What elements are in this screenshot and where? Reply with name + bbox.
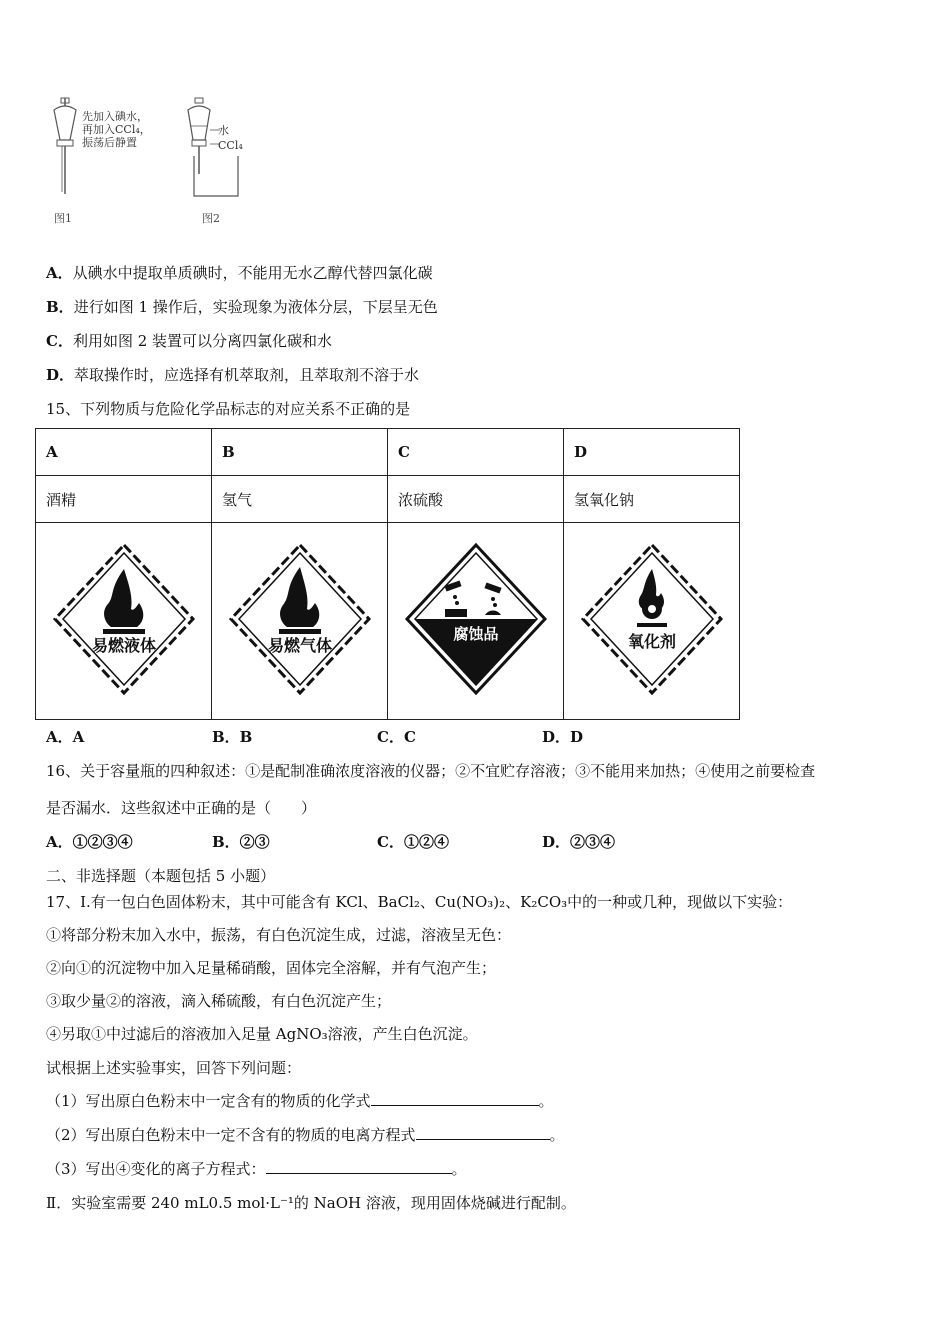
q16-option-c[interactable]: C．①②④ bbox=[377, 833, 449, 851]
q17-step-3: ③取少量②的溶液，滴入稀硫酸，有白色沉淀产生； bbox=[46, 992, 392, 1010]
q16-stem-line-1: 16、关于容量瓶的四种叙述：①是配制准确浓度溶液的仪器；②不宜贮存溶液；③不能用来加热；④使用之前要检查 bbox=[46, 762, 816, 780]
q17-question-1: （1）写出原白色粉末中一定含有的物质的化学式 。 bbox=[46, 1092, 554, 1110]
q17-prompt: 试根据上述实验事实，回答下列问题： bbox=[46, 1059, 302, 1077]
oxidizer-icon bbox=[577, 539, 727, 699]
q17-step-2: ②向①的沉淀物中加入足量稀硝酸，固体完全溶解，并有气泡产生； bbox=[46, 959, 497, 977]
flammable-gas-icon bbox=[225, 539, 375, 699]
flammable-liquid-icon bbox=[49, 539, 199, 699]
q16-option-d[interactable]: D．②③④ bbox=[542, 833, 616, 851]
substance-c: 浓硫酸 bbox=[388, 476, 564, 523]
column-header-b: B bbox=[212, 429, 388, 476]
answer-blank-1[interactable] bbox=[371, 1090, 539, 1106]
q16-option-a[interactable]: A．①②③④ bbox=[46, 833, 133, 851]
sign-text-d: 氧化剂 bbox=[627, 632, 676, 651]
q14-option-a[interactable]: A．从碘水中提取单质碘时，不能用无水乙醇代替四氯化碳 bbox=[46, 264, 433, 282]
sign-text-b: 易燃气体 bbox=[267, 636, 332, 655]
hazard-sign-cell-d bbox=[564, 523, 740, 720]
q17-step-1: ①将部分粉末加入水中，振荡，有白色沉淀生成，过滤，溶液呈无色： bbox=[46, 926, 512, 944]
sign-text-a: 易燃液体 bbox=[91, 636, 156, 655]
hazard-sign-cell-c bbox=[388, 523, 564, 720]
figure-2-ccl4-label: CCl₄ bbox=[218, 139, 243, 152]
q15-option-b[interactable]: B．B bbox=[212, 728, 253, 746]
hazard-sign-cell-a bbox=[36, 523, 212, 720]
figure-1-note: 先加入碘水， 再加入CCl₄， 振荡后静置 bbox=[82, 110, 151, 149]
column-header-d: D bbox=[564, 429, 740, 476]
substance-d: 氢氧化钠 bbox=[564, 476, 740, 523]
q17-step-4: ④另取①中过滤后的溶液加入足量 AgNO₃溶液，产生白色沉淀。 bbox=[46, 1025, 478, 1043]
substance-b: 氢气 bbox=[212, 476, 388, 523]
corrosive-icon bbox=[401, 539, 551, 699]
sign-text-c: 腐蚀品 bbox=[452, 625, 499, 643]
q16-stem-line-2: 是否漏水．这些叙述中正确的是（ ） bbox=[46, 799, 317, 817]
q17-intro: 17、Ⅰ.有一包白色固体粉末，其中可能含有 KCl、BaCl₂、Cu(NO₃)₂、K₂CO₃中的一种或几种，现做以下实验： bbox=[46, 893, 793, 911]
substance-a: 酒精 bbox=[36, 476, 212, 523]
figure-1-label: 图1 bbox=[54, 212, 72, 225]
q15-option-d[interactable]: D．D bbox=[542, 728, 584, 746]
column-header-a: A bbox=[36, 429, 212, 476]
figure-2-water-label: 水 bbox=[218, 124, 229, 137]
q17-part-2: Ⅱ．实验室需要 240 mL0.5 mol·L⁻¹的 NaOH 溶液，现用固体烧碱进行配制。 bbox=[46, 1194, 576, 1212]
column-header-c: C bbox=[388, 429, 564, 476]
q15-option-c[interactable]: C．C bbox=[377, 728, 416, 746]
answer-blank-2[interactable] bbox=[416, 1124, 550, 1140]
q17-question-2: （2）写出原白色粉末中一定不含有的物质的电离方程式 。 bbox=[46, 1126, 565, 1144]
hazard-sign-cell-b bbox=[212, 523, 388, 720]
q16-option-b[interactable]: B．②③ bbox=[212, 833, 270, 851]
hazard-sign-table bbox=[35, 428, 740, 720]
q14-option-d[interactable]: D．萃取操作时，应选择有机萃取剂，且萃取剂不溶于水 bbox=[46, 366, 420, 384]
figure-2-label: 图2 bbox=[202, 212, 220, 225]
q14-option-b[interactable]: B．进行如图 1 操作后，实验现象为液体分层，下层呈无色 bbox=[46, 298, 438, 316]
section-2-heading: 二、非选择题（本题包括 5 小题） bbox=[46, 867, 276, 885]
q15-stem: 15、下列物质与危险化学品标志的对应关系不正确的是 bbox=[46, 400, 411, 418]
answer-blank-3[interactable] bbox=[266, 1158, 452, 1174]
q17-question-3: （3）写出④变化的离子方程式： 。 bbox=[46, 1160, 467, 1178]
q14-option-c[interactable]: C．利用如图 2 装置可以分离四氯化碳和水 bbox=[46, 332, 333, 350]
q15-option-a[interactable]: A．A bbox=[46, 728, 85, 746]
